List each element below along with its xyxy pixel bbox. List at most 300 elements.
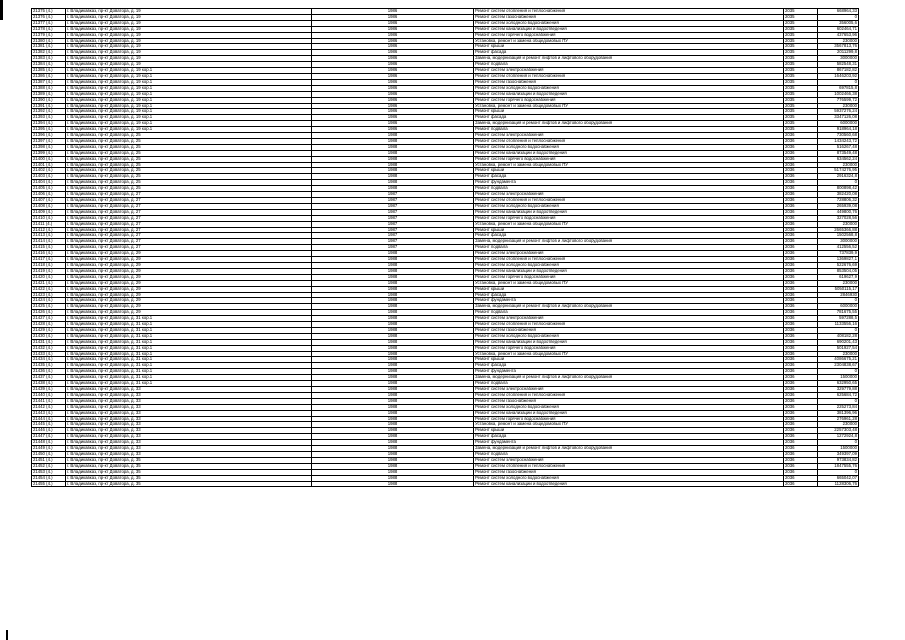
build-year-cell: 1988 — [312, 428, 474, 434]
record-number-cell: 21420 (4.) — [32, 274, 66, 280]
address-cell: г. Владикавказ, пр-кт Доватора, д. 27 — [66, 239, 312, 245]
record-number-cell: 21384 (4.) — [32, 62, 66, 68]
address-cell: г. Владикавказ, пр-кт Доватора, д. 35 — [66, 469, 312, 475]
planned-year-cell: 2036 — [784, 339, 818, 345]
build-year-cell: 1988 — [312, 257, 474, 263]
address-cell: г. Владикавказ, пр-кт Доватора, д. 31 кор.1 — [66, 357, 312, 363]
build-year-cell: 1988 — [312, 251, 474, 257]
record-number-cell: 21408 (4.) — [32, 203, 66, 209]
planned-year-cell: 2036 — [784, 451, 818, 457]
planned-year-cell: 2036 — [784, 463, 818, 469]
planned-year-cell: 2036 — [784, 422, 818, 428]
address-cell: г. Владикавказ, пр-кт Доватора, д. 29 — [66, 268, 312, 274]
cost-cell: 4086675,21 — [818, 357, 859, 363]
address-cell: г. Владикавказ, пр-кт Доватора, д. 19 кор.1 — [66, 97, 312, 103]
build-year-cell: 1988 — [312, 422, 474, 428]
record-number-cell: 21404 (4.) — [32, 180, 66, 186]
work-type-cell: Ремонт крыши — [474, 168, 784, 174]
work-type-cell: Установка, ремонт и замена общедомовых ПУ — [474, 221, 784, 227]
capital-repair-table — [31, 8, 859, 487]
build-year-cell: 1988 — [312, 457, 474, 463]
work-type-cell: Ремонт систем канализации и водоотведения — [474, 410, 784, 416]
work-type-cell: Ремонт систем отопления и теплоснабжения — [474, 9, 784, 15]
build-year-cell: 1986 — [312, 56, 474, 62]
planned-year-cell: 2036 — [784, 345, 818, 351]
record-number-cell: 21380 (4.) — [32, 38, 66, 44]
cost-cell: 0 — [818, 398, 859, 404]
build-year-cell: 1986 — [312, 97, 474, 103]
record-number-cell: 21412 (4.) — [32, 227, 66, 233]
record-number-cell: 21428 (4.) — [32, 322, 66, 328]
record-number-cell: 21399 (4.) — [32, 150, 66, 156]
record-number-cell: 21416 (4.) — [32, 251, 66, 257]
cost-cell: 1500000 — [818, 446, 859, 452]
planned-year-cell: 2036 — [784, 428, 818, 434]
address-cell: г. Владикавказ, пр-кт Доватора, д. 35 — [66, 463, 312, 469]
build-year-cell: 1988 — [312, 463, 474, 469]
record-number-cell: 21439 (4.) — [32, 387, 66, 393]
planned-year-cell: 2036 — [784, 186, 818, 192]
address-cell: г. Владикавказ, пр-кт Доватора, д. 35 — [66, 475, 312, 481]
record-number-cell: 21429 (4.) — [32, 327, 66, 333]
cost-cell: 665042,07 — [818, 475, 859, 481]
record-number-cell: 21435 (4.) — [32, 363, 66, 369]
address-cell: г. Владикавказ, пр-кт Доватора, д. 33 — [66, 440, 312, 446]
record-number-cell: 21449 (4.) — [32, 446, 66, 452]
cost-cell: 230000 — [818, 103, 859, 109]
record-number-cell: 21452 (4.) — [32, 463, 66, 469]
planned-year-cell: 2036 — [784, 156, 818, 162]
cost-cell: 382420,08 — [818, 192, 859, 198]
record-number-cell: 21450 (4.) — [32, 451, 66, 457]
address-cell: г. Владикавказ, пр-кт Доватора, д. 33 — [66, 392, 312, 398]
build-year-cell: 1986 — [312, 9, 474, 15]
cost-cell: 867182,82 — [818, 68, 859, 74]
address-cell: г. Владикавказ, пр-кт Доватора, д. 19 — [66, 20, 312, 26]
cost-cell: 2257303,48 — [818, 428, 859, 434]
planned-year-cell: 2036 — [784, 257, 818, 263]
work-type-cell: Ремонт систем канализации и водоотведения — [474, 26, 784, 32]
cost-cell: 737839,9 — [818, 251, 859, 257]
address-cell: г. Владикавказ, пр-кт Доватора, д. 25 — [66, 174, 312, 180]
record-number-cell: 21418 (4.) — [32, 262, 66, 268]
record-number-cell: 21395 (4.) — [32, 127, 66, 133]
address-cell: г. Владикавказ, пр-кт Доватора, д. 33 — [66, 422, 312, 428]
address-cell: г. Владикавказ, пр-кт Доватора, д. 29 — [66, 274, 312, 280]
record-number-cell: 21401 (4.) — [32, 162, 66, 168]
work-type-cell: Ремонт подвала — [474, 62, 784, 68]
build-year-cell: 1987 — [312, 192, 474, 198]
build-year-cell: 1988 — [312, 150, 474, 156]
address-cell: г. Владикавказ, пр-кт Доватора, д. 25 — [66, 168, 312, 174]
work-type-cell: Ремонт систем отопления и теплоснабжения — [474, 73, 784, 79]
planned-year-cell: 2036 — [784, 410, 818, 416]
record-number-cell: 21398 (4.) — [32, 144, 66, 150]
planned-year-cell: 2036 — [784, 310, 818, 316]
cost-cell: 668964,33 — [818, 9, 859, 15]
cost-cell: 225273,84 — [818, 404, 859, 410]
build-year-cell: 1986 — [312, 91, 474, 97]
work-type-cell: Ремонт крыши — [474, 227, 784, 233]
record-number-cell: 21378 (4.) — [32, 26, 66, 32]
planned-year-cell: 2035 — [784, 32, 818, 38]
build-year-cell: 1988 — [312, 310, 474, 316]
record-number-cell: 21421 (4.) — [32, 280, 66, 286]
address-cell: г. Владикавказ, пр-кт Доватора, д. 33 — [66, 404, 312, 410]
address-cell: г. Владикавказ, пр-кт Доватора, д. 19 — [66, 56, 312, 62]
work-type-cell: Ремонт систем газоснабжения — [474, 327, 784, 333]
cost-cell: 329779,88 — [818, 387, 859, 393]
work-type-cell: Ремонт систем электроснабжения — [474, 192, 784, 198]
work-type-cell: Замена, модернизация и ремонт лифтов и лифтового оборудования — [474, 375, 784, 381]
build-year-cell: 1988 — [312, 262, 474, 268]
build-year-cell: 1988 — [312, 416, 474, 422]
planned-year-cell: 2036 — [784, 268, 818, 274]
address-cell: г. Владикавказ, пр-кт Доватора, д. 29 — [66, 304, 312, 310]
build-year-cell: 1986 — [312, 127, 474, 133]
planned-year-cell: 2036 — [784, 162, 818, 168]
planned-year-cell: 2036 — [784, 351, 818, 357]
build-year-cell: 1988 — [312, 363, 474, 369]
planned-year-cell: 2035 — [784, 121, 818, 127]
record-number-cell: 21433 (4.) — [32, 351, 66, 357]
address-cell: г. Владикавказ, пр-кт Доватора, д. 19 — [66, 9, 312, 15]
planned-year-cell: 2036 — [784, 446, 818, 452]
build-year-cell: 1988 — [312, 475, 474, 481]
cost-cell: 582548,31 — [818, 62, 859, 68]
address-cell: г. Владикавказ, пр-кт Доватора, д. 25 — [66, 156, 312, 162]
work-type-cell: Ремонт крыши — [474, 44, 784, 50]
work-type-cell: Ремонт систем отопления и теплоснабжения — [474, 463, 784, 469]
cost-cell: 3347126,08 — [818, 115, 859, 121]
planned-year-cell: 2036 — [784, 392, 818, 398]
planned-year-cell: 2036 — [784, 239, 818, 245]
build-year-cell: 1987 — [312, 245, 474, 251]
build-year-cell: 1986 — [312, 79, 474, 85]
work-type-cell: Установка, ремонт и замена общедомовых ПУ — [474, 38, 784, 44]
build-year-cell: 1988 — [312, 333, 474, 339]
planned-year-cell: 2035 — [784, 14, 818, 20]
work-type-cell: Ремонт систем холодного водоснабжения — [474, 203, 784, 209]
address-cell: г. Владикавказ, пр-кт Доватора, д. 25 — [66, 150, 312, 156]
work-type-cell: Ремонт систем отопления и теплоснабжения — [474, 392, 784, 398]
cost-cell: 1646203,92 — [818, 73, 859, 79]
address-cell: г. Владикавказ, пр-кт Доватора, д. 31 кор.1 — [66, 333, 312, 339]
scan-edge-mark — [0, 0, 3, 20]
cost-cell: 973834,82 — [818, 457, 859, 463]
build-year-cell: 1988 — [312, 440, 474, 446]
cost-cell: 873549,48 — [818, 150, 859, 156]
planned-year-cell: 2036 — [784, 174, 818, 180]
work-type-cell: Ремонт систем электроснабжения — [474, 316, 784, 322]
cost-cell: 1133556,16 — [818, 322, 859, 328]
work-type-cell: Ремонт систем отопления и теплоснабжения — [474, 198, 784, 204]
work-type-cell: Ремонт систем канализации и водоотведения — [474, 209, 784, 215]
address-cell: г. Владикавказ, пр-кт Доватора, д. 33 — [66, 387, 312, 393]
planned-year-cell: 2036 — [784, 138, 818, 144]
cost-cell: 632950,65 — [818, 381, 859, 387]
planned-year-cell: 2036 — [784, 292, 818, 298]
address-cell: г. Владикавказ, пр-кт Доватора, д. 33 — [66, 398, 312, 404]
address-cell: г. Владикавказ, пр-кт Доватора, д. 31 кор.1 — [66, 381, 312, 387]
address-cell: г. Владикавказ, пр-кт Доватора, д. 33 — [66, 416, 312, 422]
build-year-cell: 1987 — [312, 233, 474, 239]
record-number-cell: 21411 (4.) — [32, 221, 66, 227]
record-number-cell: 21455 (4.) — [32, 481, 66, 487]
work-type-cell: Установка, ремонт и замена общедомовых ПУ — [474, 422, 784, 428]
address-cell: г. Владикавказ, пр-кт Доватора, д. 33 — [66, 451, 312, 457]
cost-cell: 1002466,38 — [818, 91, 859, 97]
address-cell: г. Владикавказ, пр-кт Доватора, д. 25 — [66, 138, 312, 144]
cost-cell: 918964,18 — [818, 127, 859, 133]
address-cell: г. Владикавказ, пр-кт Доватора, д. 25 — [66, 133, 312, 139]
build-year-cell: 1988 — [312, 144, 474, 150]
build-year-cell: 1988 — [312, 268, 474, 274]
cost-cell: 1502568,8 — [818, 233, 859, 239]
build-year-cell: 1986 — [312, 20, 474, 26]
build-year-cell: 1988 — [312, 387, 474, 393]
build-year-cell: 1987 — [312, 227, 474, 233]
build-year-cell: 1988 — [312, 451, 474, 457]
cost-cell: 2304838,67 — [818, 363, 859, 369]
planned-year-cell: 2036 — [784, 227, 818, 233]
record-number-cell: 21443 (4.) — [32, 410, 66, 416]
cost-cell: 781675,55 — [818, 310, 859, 316]
work-type-cell: Ремонт систем горячего водоснабжения — [474, 345, 784, 351]
build-year-cell: 1986 — [312, 73, 474, 79]
planned-year-cell: 2036 — [784, 381, 818, 387]
record-number-cell: 21440 (4.) — [32, 392, 66, 398]
work-type-cell: Ремонт систем отопления и теплоснабжения — [474, 257, 784, 263]
record-number-cell: 21410 (4.) — [32, 215, 66, 221]
planned-year-cell: 2036 — [784, 192, 818, 198]
address-cell: г. Владикавказ, пр-кт Доватора, д. 31 кор.1 — [66, 363, 312, 369]
record-number-cell: 21382 (4.) — [32, 50, 66, 56]
planned-year-cell: 2036 — [784, 304, 818, 310]
work-type-cell: Ремонт систем горячего водоснабжения — [474, 156, 784, 162]
record-number-cell: 21431 (4.) — [32, 339, 66, 345]
address-cell: г. Владикавказ, пр-кт Доватора, д. 33 — [66, 446, 312, 452]
cost-cell: 2916324,8 — [818, 174, 859, 180]
planned-year-cell: 2036 — [784, 298, 818, 304]
record-number-cell: 21448 (4.) — [32, 440, 66, 446]
record-number-cell: 21381 (4.) — [32, 44, 66, 50]
work-type-cell: Установка, ремонт и замена общедомовых ПУ — [474, 162, 784, 168]
record-number-cell: 21400 (4.) — [32, 156, 66, 162]
planned-year-cell: 2035 — [784, 26, 818, 32]
record-number-cell: 21445 (4.) — [32, 422, 66, 428]
work-type-cell: Ремонт систем канализации и водоотведения — [474, 91, 784, 97]
work-type-cell: Ремонт систем электроснабжения — [474, 133, 784, 139]
planned-year-cell: 2036 — [784, 387, 818, 393]
cost-cell: 381396,96 — [818, 410, 859, 416]
record-number-cell: 21426 (4.) — [32, 310, 66, 316]
address-cell: г. Владикавказ, пр-кт Доватора, д. 29 — [66, 280, 312, 286]
cost-cell: 6000000 — [818, 121, 859, 127]
build-year-cell: 1988 — [312, 280, 474, 286]
address-cell: г. Владикавказ, пр-кт Доватора, д. 35 — [66, 481, 312, 487]
work-type-cell: Ремонт систем холодного водоснабжения — [474, 262, 784, 268]
planned-year-cell: 2035 — [784, 62, 818, 68]
cost-cell: 1434243,72 — [818, 138, 859, 144]
work-type-cell: Ремонт систем горячего водоснабжения — [474, 215, 784, 221]
build-year-cell: 1988 — [312, 186, 474, 192]
planned-year-cell: 2036 — [784, 233, 818, 239]
build-year-cell: 1988 — [312, 168, 474, 174]
build-year-cell: 1986 — [312, 115, 474, 121]
work-type-cell: Ремонт систем горячего водоснабжения — [474, 416, 784, 422]
planned-year-cell: 2036 — [784, 369, 818, 375]
address-cell: г. Владикавказ, пр-кт Доватора, д. 19 — [66, 14, 312, 20]
build-year-cell: 1988 — [312, 369, 474, 375]
work-type-cell: Ремонт фундамента — [474, 298, 784, 304]
work-type-cell: Ремонт фасада — [474, 50, 784, 56]
planned-year-cell: 2036 — [784, 168, 818, 174]
planned-year-cell: 2035 — [784, 50, 818, 56]
work-type-cell: Ремонт подвала — [474, 310, 784, 316]
work-type-cell: Ремонт систем горячего водоснабжения — [474, 32, 784, 38]
planned-year-cell: 2036 — [784, 469, 818, 475]
address-cell: г. Владикавказ, пр-кт Доватора, д. 35 — [66, 457, 312, 463]
build-year-cell: 1988 — [312, 156, 474, 162]
address-cell: г. Владикавказ, пр-кт Доватора, д. 29 — [66, 292, 312, 298]
record-number-cell: 21396 (4.) — [32, 133, 66, 139]
build-year-cell: 1988 — [312, 292, 474, 298]
work-type-cell: Ремонт систем электроснабжения — [474, 251, 784, 257]
cost-cell: 0 — [818, 440, 859, 446]
cost-cell: 776599,72 — [818, 97, 859, 103]
planned-year-cell: 2036 — [784, 203, 818, 209]
record-number-cell: 21389 (4.) — [32, 91, 66, 97]
cost-cell: 2665366,88 — [818, 227, 859, 233]
cost-cell: 522676,69 — [818, 262, 859, 268]
address-cell: г. Владикавказ, пр-кт Доватора, д. 27 — [66, 203, 312, 209]
record-number-cell: 21387 (4.) — [32, 79, 66, 85]
cost-cell: 1272924,8 — [818, 434, 859, 440]
work-type-cell: Ремонт фасада — [474, 363, 784, 369]
address-cell: г. Владикавказ, пр-кт Доватора, д. 29 — [66, 298, 312, 304]
build-year-cell: 1986 — [312, 121, 474, 127]
build-year-cell: 1988 — [312, 174, 474, 180]
work-type-cell: Ремонт систем холодного водоснабжения — [474, 144, 784, 150]
record-number-cell: 21407 (4.) — [32, 198, 66, 204]
address-cell: г. Владикавказ, пр-кт Доватора, д. 19 кор.1 — [66, 85, 312, 91]
cost-cell: 602464,71 — [818, 26, 859, 32]
work-type-cell: Ремонт систем горячего водоснабжения — [474, 97, 784, 103]
record-number-cell: 21436 (4.) — [32, 369, 66, 375]
cost-cell: 634562,24 — [818, 156, 859, 162]
cost-cell: 0 — [818, 14, 859, 20]
record-number-cell: 21409 (4.) — [32, 209, 66, 215]
work-type-cell: Ремонт крыши — [474, 428, 784, 434]
work-type-cell: Замена, модернизация и ремонт лифтов и лифтового оборудования — [474, 56, 784, 62]
record-number-cell: 21444 (4.) — [32, 416, 66, 422]
build-year-cell: 1987 — [312, 198, 474, 204]
cost-cell: 1847555,76 — [818, 463, 859, 469]
work-type-cell: Ремонт систем холодного водоснабжения — [474, 475, 784, 481]
cost-cell: 356005,6 — [818, 20, 859, 26]
work-type-cell: Ремонт подвала — [474, 245, 784, 251]
record-number-cell: 21390 (4.) — [32, 97, 66, 103]
build-year-cell: 1988 — [312, 375, 474, 381]
build-year-cell: 1987 — [312, 221, 474, 227]
build-year-cell: 1988 — [312, 327, 474, 333]
cost-cell: 230000 — [818, 280, 859, 286]
record-number-cell: 21454 (4.) — [32, 475, 66, 481]
record-number-cell: 21425 (4.) — [32, 304, 66, 310]
build-year-cell: 1986 — [312, 62, 474, 68]
planned-year-cell: 2036 — [784, 475, 818, 481]
work-type-cell: Ремонт систем отопления и теплоснабжения — [474, 322, 784, 328]
address-cell: г. Владикавказ, пр-кт Доватора, д. 27 — [66, 221, 312, 227]
record-number-cell: 21397 (4.) — [32, 138, 66, 144]
planned-year-cell: 2036 — [784, 198, 818, 204]
work-type-cell: Ремонт систем электроснабжения — [474, 457, 784, 463]
planned-year-cell: 2036 — [784, 215, 818, 221]
build-year-cell: 1986 — [312, 103, 474, 109]
work-type-cell: Ремонт систем канализации и водоотведения — [474, 150, 784, 156]
build-year-cell: 1988 — [312, 398, 474, 404]
build-year-cell: 1988 — [312, 138, 474, 144]
record-number-cell: 21419 (4.) — [32, 268, 66, 274]
address-cell: г. Владикавказ, пр-кт Доватора, д. 19 кор.1 — [66, 91, 312, 97]
work-type-cell: Ремонт крыши — [474, 357, 784, 363]
cost-cell: 1500000 — [818, 375, 859, 381]
cost-cell: 5937276,24 — [818, 109, 859, 115]
planned-year-cell: 2035 — [784, 38, 818, 44]
address-cell: г. Владикавказ, пр-кт Доватора, д. 27 — [66, 215, 312, 221]
record-number-cell: 21375 (4.) — [32, 9, 66, 15]
cost-cell: 230000 — [818, 162, 859, 168]
cost-cell: 690201,43 — [818, 339, 859, 345]
cost-cell: 1128306,76 — [818, 481, 859, 487]
record-number-cell: 21447 (4.) — [32, 434, 66, 440]
address-cell: г. Владикавказ, пр-кт Доватора, д. 27 — [66, 245, 312, 251]
build-year-cell: 1986 — [312, 50, 474, 56]
record-number-cell: 21437 (4.) — [32, 375, 66, 381]
cost-cell: 853504,05 — [818, 268, 859, 274]
cost-cell: 0 — [818, 369, 859, 375]
build-year-cell: 1987 — [312, 215, 474, 221]
work-type-cell: Замена, модернизация и ремонт лифтов и лифтового оборудования — [474, 304, 784, 310]
work-type-cell: Ремонт крыши — [474, 109, 784, 115]
address-cell: г. Владикавказ, пр-кт Доватора, д. 31 кор.1 — [66, 345, 312, 351]
work-type-cell: Ремонт фасада — [474, 434, 784, 440]
build-year-cell: 1986 — [312, 109, 474, 115]
address-cell: г. Владикавказ, пр-кт Доватора, д. 31 кор.1 — [66, 375, 312, 381]
work-type-cell: Ремонт фундамента — [474, 440, 784, 446]
planned-year-cell: 2035 — [784, 9, 818, 15]
build-year-cell: 1988 — [312, 434, 474, 440]
planned-year-cell: 2036 — [784, 457, 818, 463]
build-year-cell: 1986 — [312, 85, 474, 91]
build-year-cell: 1988 — [312, 410, 474, 416]
address-cell: г. Владикавказ, пр-кт Доватора, д. 27 — [66, 233, 312, 239]
record-number-cell: 21405 (4.) — [32, 186, 66, 192]
work-type-cell: Ремонт фундамента — [474, 180, 784, 186]
build-year-cell: 1988 — [312, 357, 474, 363]
address-cell: г. Владикавказ, пр-кт Доватора, д. 19 кор.1 — [66, 115, 312, 121]
planned-year-cell: 2036 — [784, 133, 818, 139]
address-cell: г. Владикавказ, пр-кт Доватора, д. 19 — [66, 44, 312, 50]
build-year-cell: 1986 — [312, 68, 474, 74]
planned-year-cell: 2036 — [784, 357, 818, 363]
cost-cell: 697815,8 — [818, 85, 859, 91]
record-number-cell: 21424 (4.) — [32, 298, 66, 304]
planned-year-cell: 2035 — [784, 79, 818, 85]
build-year-cell: 1986 — [312, 14, 474, 20]
address-cell: г. Владикавказ, пр-кт Доватора, д. 27 — [66, 198, 312, 204]
